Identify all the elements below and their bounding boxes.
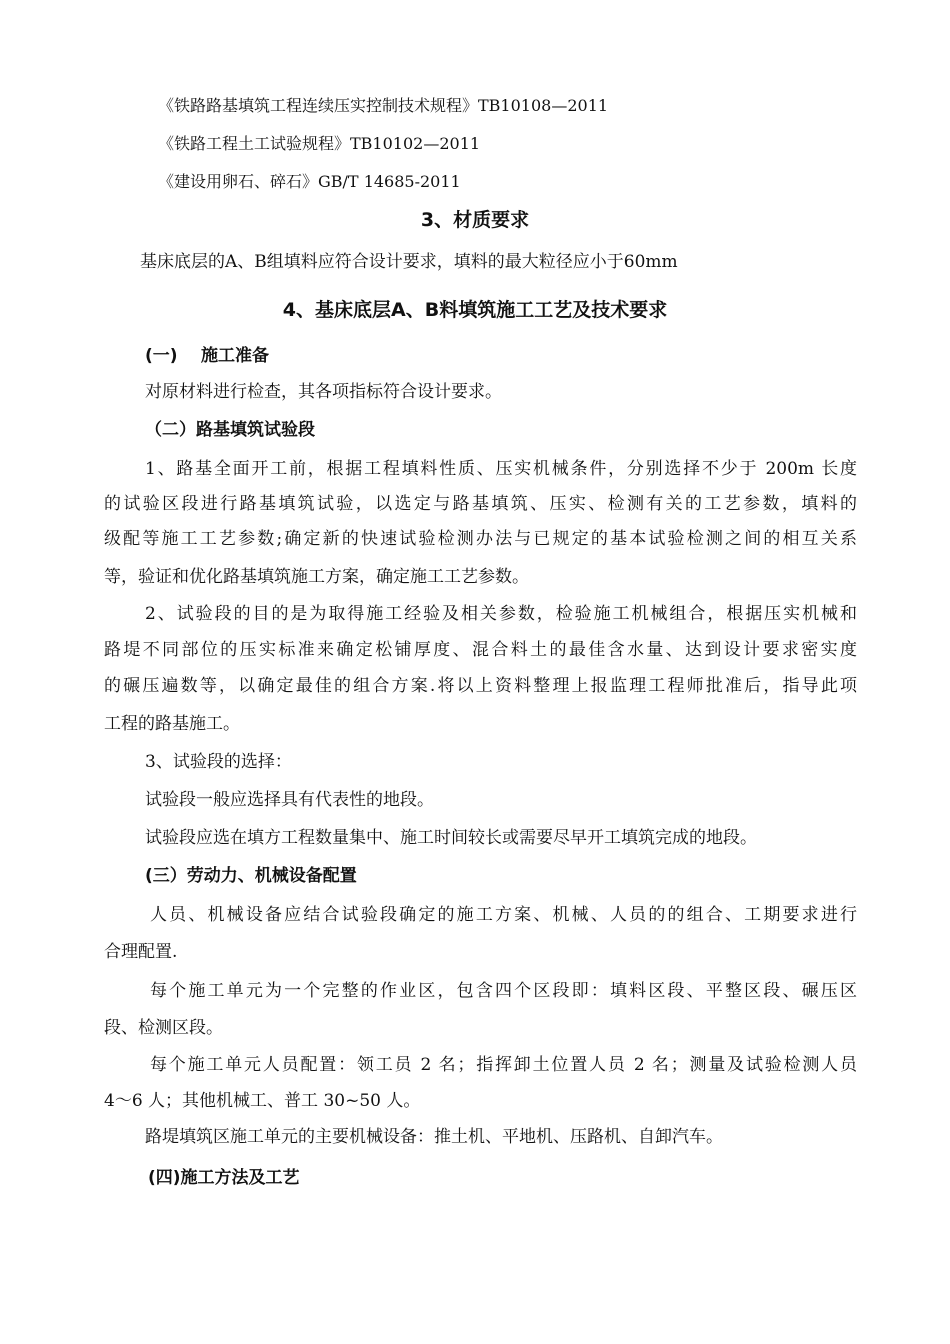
part-4-title: (四)施工方法及工艺: [148, 1168, 300, 1188]
part-2-p3: 3、试验段的选择：: [145, 752, 292, 772]
part-2-title: （二）路基填筑试验段: [145, 420, 315, 440]
part-3-title: (三）劳动力、机械设备配置: [145, 866, 357, 886]
part-3-p4: 路堤填筑区施工单元的主要机械设备：推土机、平地机、压路机、自卸汽车。: [145, 1127, 723, 1147]
part-2-p2-line-2: 路堤不同部位的压实标准来确定松铺厚度、混合料土的最佳含水量、达到设计要求密实度: [104, 640, 857, 660]
part-3-p3-line-1: 每个施工单元人员配置：领工员 2 名；指挥卸土位置人员 2 名；测量及试验检测人员: [150, 1055, 857, 1075]
part-1-label: (一): [145, 346, 178, 366]
part-2-p2-line-1: 2、试验段的目的是为取得施工经验及相关参数，检验施工机械组合，根据压实机械和: [145, 604, 857, 624]
part-2-p1-line-2: 的试验区段进行路基填筑试验，以选定与路基填筑、压实、检测有关的工艺参数，填料的: [104, 494, 857, 514]
part-1-body: 对原材料进行检查，其各项指标符合设计要求。: [145, 382, 502, 402]
part-3-p1-line-1: 人员、机械设备应结合试验段确定的施工方案、机械、人员的的组合、工期要求进行: [150, 905, 857, 925]
part-2-p2-line-4: 工程的路基施工。: [104, 714, 240, 734]
part-1-title: 施工准备: [201, 346, 269, 366]
section-3-body: 基床底层的A、B组填料应符合设计要求，填料的最大粒径应小于60mm: [140, 252, 678, 272]
part-2-p5: 试验段应选在填方工程数量集中、施工时间较长或需要尽早开工填筑完成的地段。: [145, 828, 757, 848]
part-3-p1-line-2: 合理配置.: [104, 942, 178, 962]
section-3-heading: 3、材质要求: [420, 209, 530, 231]
part-3-p2-line-1: 每个施工单元为一个完整的作业区，包含四个区段即：填料区段、平整区段、碾压区: [150, 981, 857, 1001]
reference-3: 《建设用卵石、碎石》GB/T 14685-2011: [158, 172, 461, 191]
reference-1: 《铁路路基填筑工程连续压实控制技术规程》TB10108—2011: [158, 96, 609, 115]
part-2-p1-line-3: 级配等施工工艺参数;确定新的快速试验检测办法与已规定的基本试验检测之间的相互关系: [104, 529, 857, 549]
part-2-p4: 试验段一般应选择具有代表性的地段。: [145, 790, 434, 810]
part-3-p3-line-2: 4～6 人；其他机械工、普工 30~50 人。: [104, 1091, 421, 1111]
part-2-p1-line-4: 等，验证和优化路基填筑施工方案，确定施工工艺参数。: [104, 567, 529, 587]
part-2-p2-line-3: 的碾压遍数等，以确定最佳的组合方案.将以上资料整理上报监理工程师批准后，指导此项: [104, 676, 857, 696]
part-2-p1-line-1: 1、路基全面开工前，根据工程填料性质、压实机械条件，分别选择不少于 200m 长度: [145, 459, 857, 479]
reference-2: 《铁路工程土工试验规程》TB10102—2011: [158, 134, 481, 153]
section-4-heading: 4、基床底层A、B料填筑施工工艺及技术要求: [282, 299, 668, 321]
part-3-p2-line-2: 段、检测区段。: [104, 1018, 223, 1038]
